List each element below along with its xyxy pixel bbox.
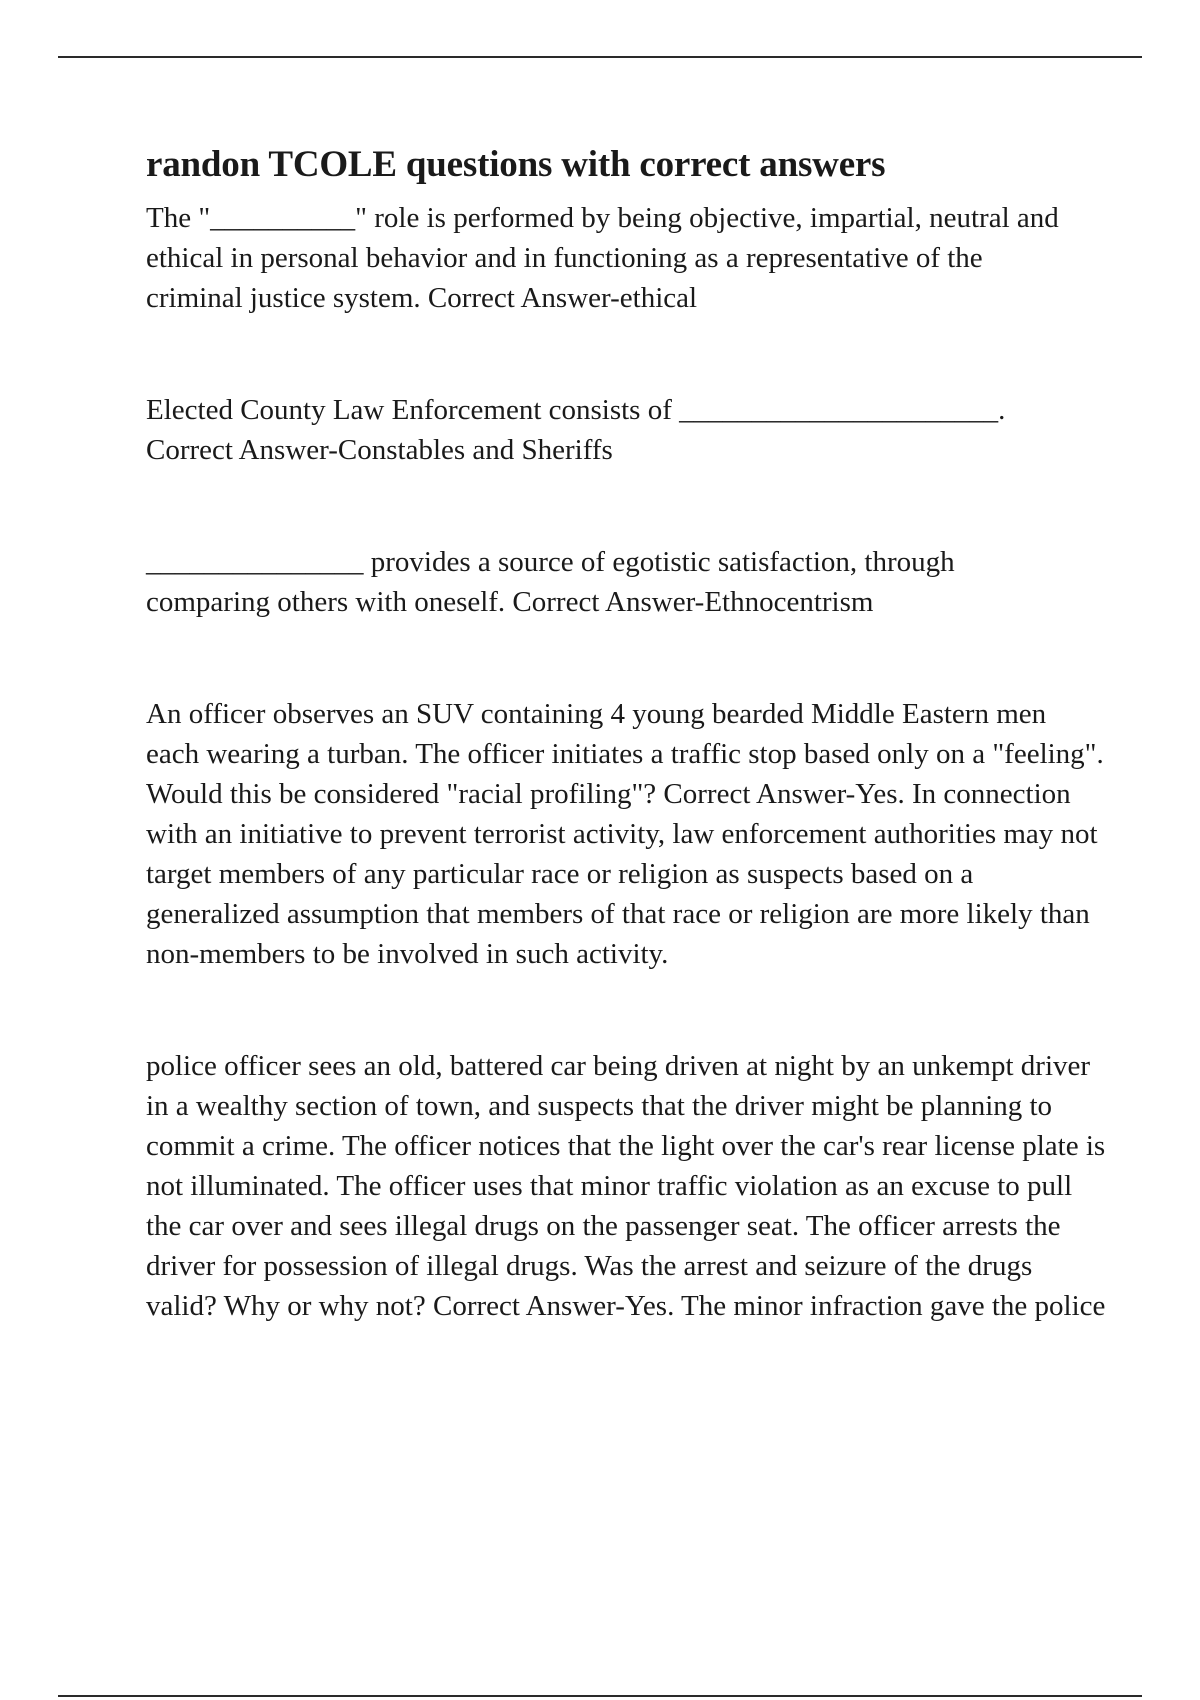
qa-entry-1: The "__________" role is performed by being objective, impartial, neutral and ethical in personal behavior and in functioning as a representative of the criminal justice system. Correct Answer-ethical (146, 202, 1059, 314)
document-title: randon TCOLE questions with correct answers (146, 144, 886, 185)
document-body (146, 142, 1106, 1326)
top-divider (58, 56, 1142, 58)
qa-entry-4: An officer observes an SUV containing 4 young bearded Middle Eastern men each wearing a turban. The officer initiates a traffic stop based only on a "feeling". Would this be considered "racial profiling"? Correct Answer-Yes. In connection with an initiative to prevent terrorist activity, law enforcement authorities may not target members of any particular race or religion as suspects based on a generalized assumption that members of that race or religion are more likely than non-members to be involved in such activity. (146, 698, 1104, 970)
qa-entry-5: police officer sees an old, battered car being driven at night by an unkempt driver in a wealthy section of town, and suspects that the driver might be planning to commit a crime. The officer notices that the light over the car's rear license plate is not illuminated. The officer uses that minor traffic violation as an excuse to pull the car over and sees illegal drugs on the passenger seat. The officer arrests the driver for possession of illegal drugs. Was the arrest and seizure of the drugs valid? Why or why not? Correct Answer-Yes. The minor infraction gave the police (146, 1050, 1106, 1322)
qa-entry-2: Elected County Law Enforcement consists of ______________________. Correct Answer-Constables and Sheriffs (146, 394, 1006, 466)
bottom-divider (58, 1695, 1142, 1697)
qa-entry-3: _______________ provides a source of egotistic satisfaction, through comparing others with oneself. Correct Answer-Ethnocentrism (146, 546, 955, 618)
